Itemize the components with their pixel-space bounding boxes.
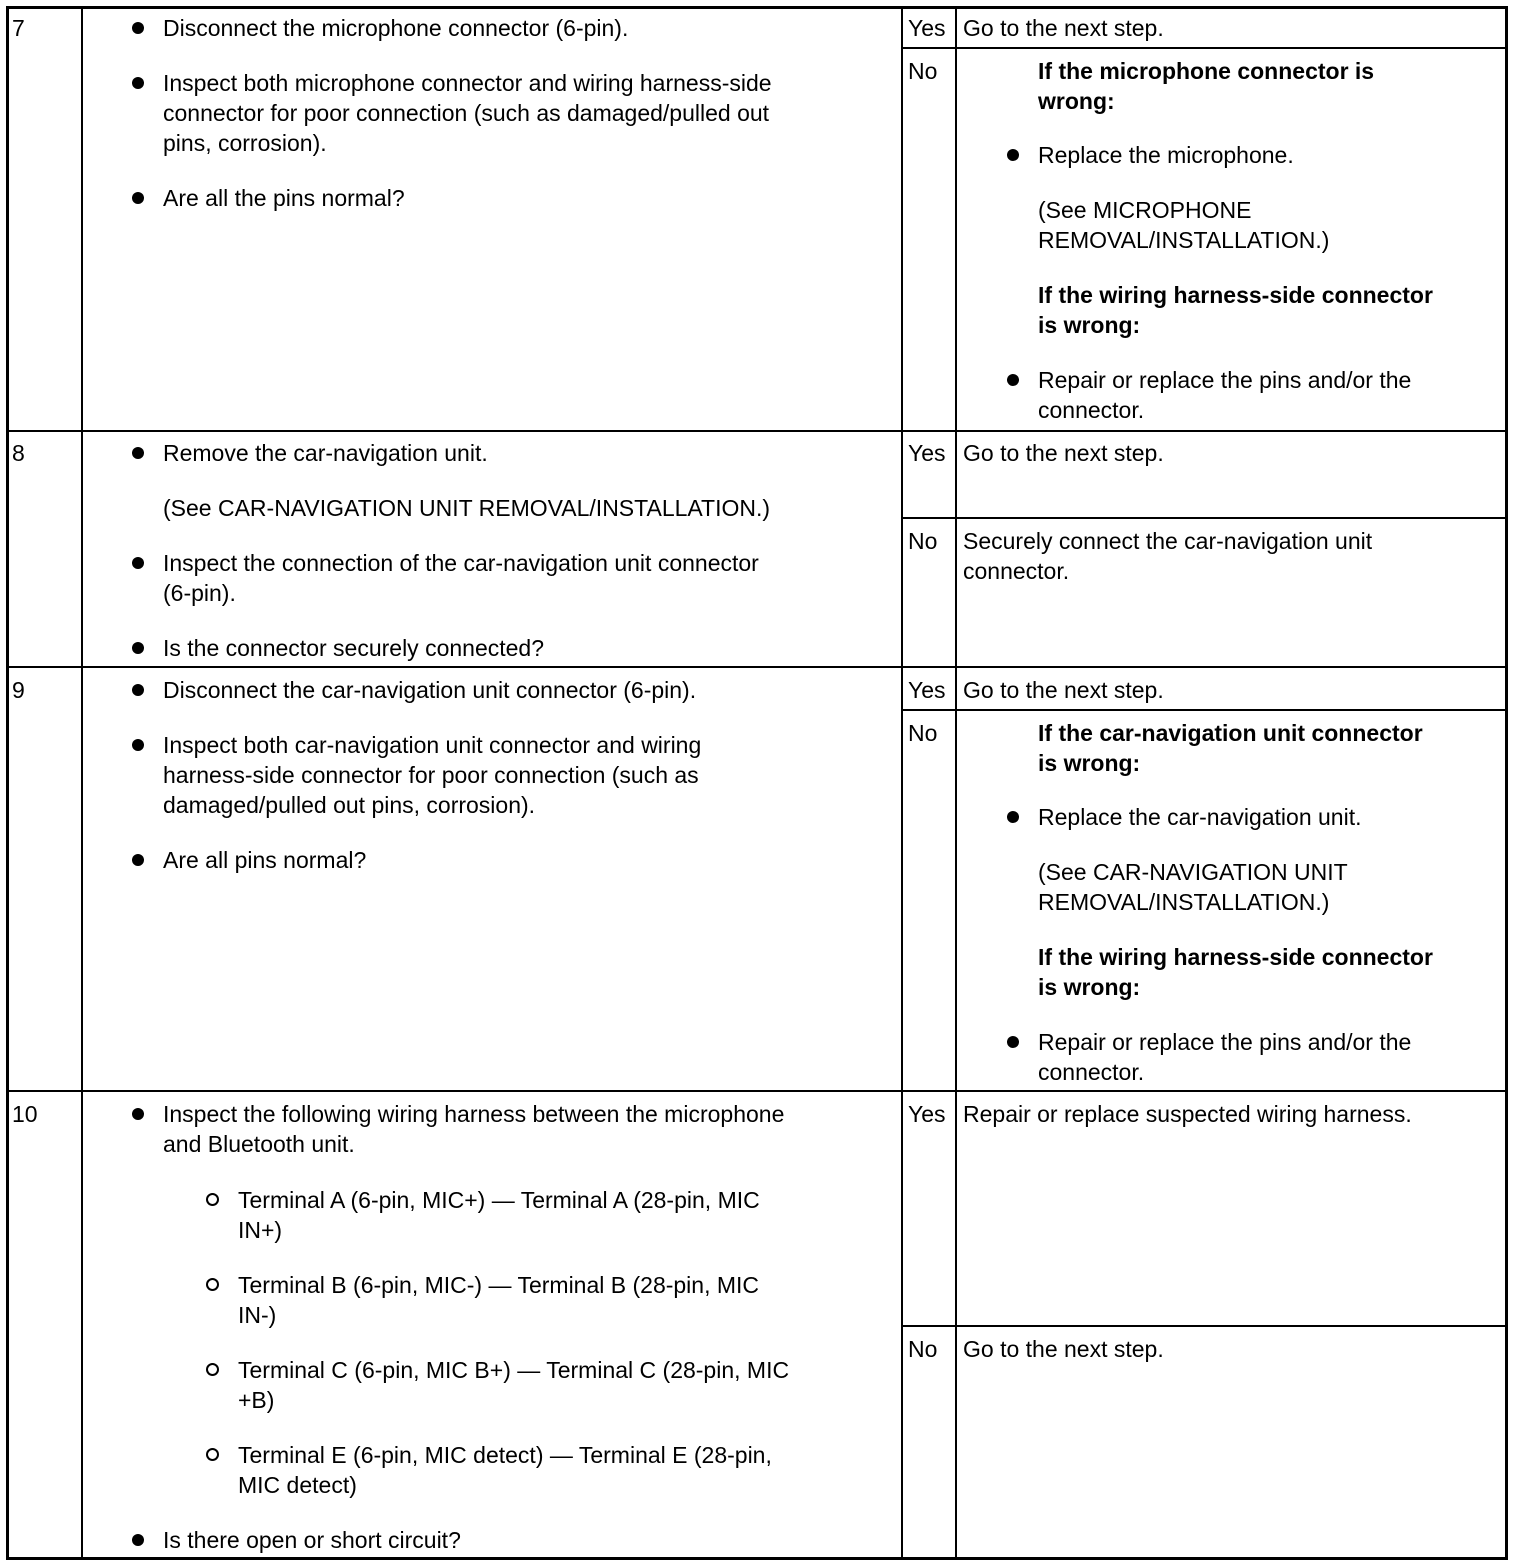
yes-no-divider-9 — [901, 709, 1508, 711]
yes-action: Go to the next step. — [963, 15, 1164, 41]
condition-heading: is wrong: — [1038, 312, 1141, 338]
condition-heading: wrong: — [1038, 88, 1115, 114]
inspection-text: Disconnect the car-navigation unit connector (6-pin). — [163, 677, 697, 703]
no-label: No — [908, 528, 938, 554]
yes-label: Yes — [908, 440, 946, 466]
inspection-text: pins, corrosion). — [163, 130, 327, 156]
no-label: No — [908, 58, 938, 84]
inspection-text: Is there open or short circuit? — [163, 1527, 461, 1553]
condition-heading: is wrong: — [1038, 974, 1141, 1000]
terminal-text: MIC detect) — [238, 1472, 357, 1498]
bullet-icon — [132, 642, 144, 654]
yes-no-divider-7 — [901, 47, 1508, 49]
bullet-icon — [132, 192, 144, 204]
inspection-text: Inspect the following wiring harness between the microphone — [163, 1101, 785, 1127]
sub-bullet-icon — [206, 1363, 219, 1376]
reference-text: REMOVAL/INSTALLATION.) — [1038, 889, 1330, 915]
sub-bullet-icon — [206, 1448, 219, 1461]
inspection-text: connector for poor connection (such as damaged/pulled out — [163, 100, 770, 126]
row-divider-9-10 — [6, 1090, 1508, 1092]
inspection-text: Inspect both microphone connector and wiring harness-side — [163, 70, 772, 96]
action-text: connector. — [1038, 1059, 1145, 1085]
inspection-text: Inspect both car-navigation unit connector and wiring — [163, 732, 702, 758]
bullet-icon — [1007, 374, 1019, 386]
action-text: Repair or replace the pins and/or the — [1038, 367, 1412, 393]
terminal-text: Terminal C (6-pin, MIC B+) — Terminal C (28-pin, MIC — [238, 1357, 790, 1383]
reference-text: (See CAR-NAVIGATION UNIT — [1038, 859, 1348, 885]
yes-label: Yes — [908, 15, 946, 41]
action-text: Replace the car-navigation unit. — [1038, 804, 1362, 830]
inspection-text: Is the connector securely connected? — [163, 635, 545, 661]
condition-heading: If the microphone connector is — [1038, 58, 1375, 84]
action-text: Replace the microphone. — [1038, 142, 1294, 168]
yes-label: Yes — [908, 677, 946, 703]
action-text: connector. — [1038, 397, 1145, 423]
yes-action: Repair or replace suspected wiring harness. — [963, 1101, 1412, 1127]
sub-bullet-icon — [206, 1193, 219, 1206]
row-divider-8-9 — [6, 666, 1508, 668]
inspection-text: Are all the pins normal? — [163, 185, 405, 211]
bullet-icon — [132, 684, 144, 696]
column-divider-step — [81, 6, 83, 1560]
bullet-icon — [132, 854, 144, 866]
terminal-text: IN+) — [238, 1217, 283, 1243]
bullet-icon — [132, 739, 144, 751]
sub-bullet-icon — [206, 1278, 219, 1291]
yes-action: Go to the next step. — [963, 440, 1164, 466]
bullet-icon — [132, 1534, 144, 1546]
condition-heading: If the wiring harness-side connector — [1038, 282, 1433, 308]
action-text: connector. — [963, 558, 1070, 584]
yes-no-divider-10 — [901, 1325, 1508, 1327]
row-divider-7-8 — [6, 430, 1508, 432]
inspection-text: harness-side connector for poor connection (such as — [163, 762, 699, 788]
yes-no-divider-8 — [901, 517, 1508, 519]
inspection-text: Disconnect the microphone connector (6-pin). — [163, 15, 629, 41]
no-label: No — [908, 1336, 938, 1362]
no-label: No — [908, 720, 938, 746]
terminal-text: Terminal A (6-pin, MIC+) — Terminal A (28-pin, MIC — [238, 1187, 760, 1213]
reference-text: (See MICROPHONE — [1038, 197, 1252, 223]
step-number: 8 — [12, 440, 25, 466]
terminal-text: +B) — [238, 1387, 275, 1413]
bullet-icon — [1007, 149, 1019, 161]
condition-heading: If the car-navigation unit connector — [1038, 720, 1423, 746]
bullet-icon — [132, 1108, 144, 1120]
bullet-icon — [132, 447, 144, 459]
bullet-icon — [1007, 1036, 1019, 1048]
condition-heading: If the wiring harness-side connector — [1038, 944, 1433, 970]
condition-heading: is wrong: — [1038, 750, 1141, 776]
inspection-text: Inspect the connection of the car-navigation unit connector — [163, 550, 759, 576]
step-number: 7 — [12, 15, 25, 41]
bullet-icon — [132, 77, 144, 89]
action-text: Securely connect the car-navigation unit — [963, 528, 1373, 554]
reference-text: REMOVAL/INSTALLATION.) — [1038, 227, 1330, 253]
terminal-text: Terminal E (6-pin, MIC detect) — Terminal E (28-pin, — [238, 1442, 772, 1468]
reference-text: (See CAR-NAVIGATION UNIT REMOVAL/INSTALLATION.) — [163, 495, 771, 521]
bullet-icon — [1007, 811, 1019, 823]
inspection-text: Remove the car-navigation unit. — [163, 440, 488, 466]
step-number: 10 — [12, 1101, 38, 1127]
yes-action: Go to the next step. — [963, 677, 1164, 703]
terminal-text: IN-) — [238, 1302, 277, 1328]
yes-label: Yes — [908, 1101, 946, 1127]
step-number: 9 — [12, 677, 25, 703]
inspection-text: (6-pin). — [163, 580, 236, 606]
bullet-icon — [132, 557, 144, 569]
bullet-icon — [132, 22, 144, 34]
no-action: Go to the next step. — [963, 1336, 1164, 1362]
terminal-text: Terminal B (6-pin, MIC-) — Terminal B (28-pin, MIC — [238, 1272, 760, 1298]
inspection-text: and Bluetooth unit. — [163, 1131, 355, 1157]
inspection-text: Are all pins normal? — [163, 847, 367, 873]
action-text: Repair or replace the pins and/or the — [1038, 1029, 1412, 1055]
inspection-text: damaged/pulled out pins, corrosion). — [163, 792, 536, 818]
